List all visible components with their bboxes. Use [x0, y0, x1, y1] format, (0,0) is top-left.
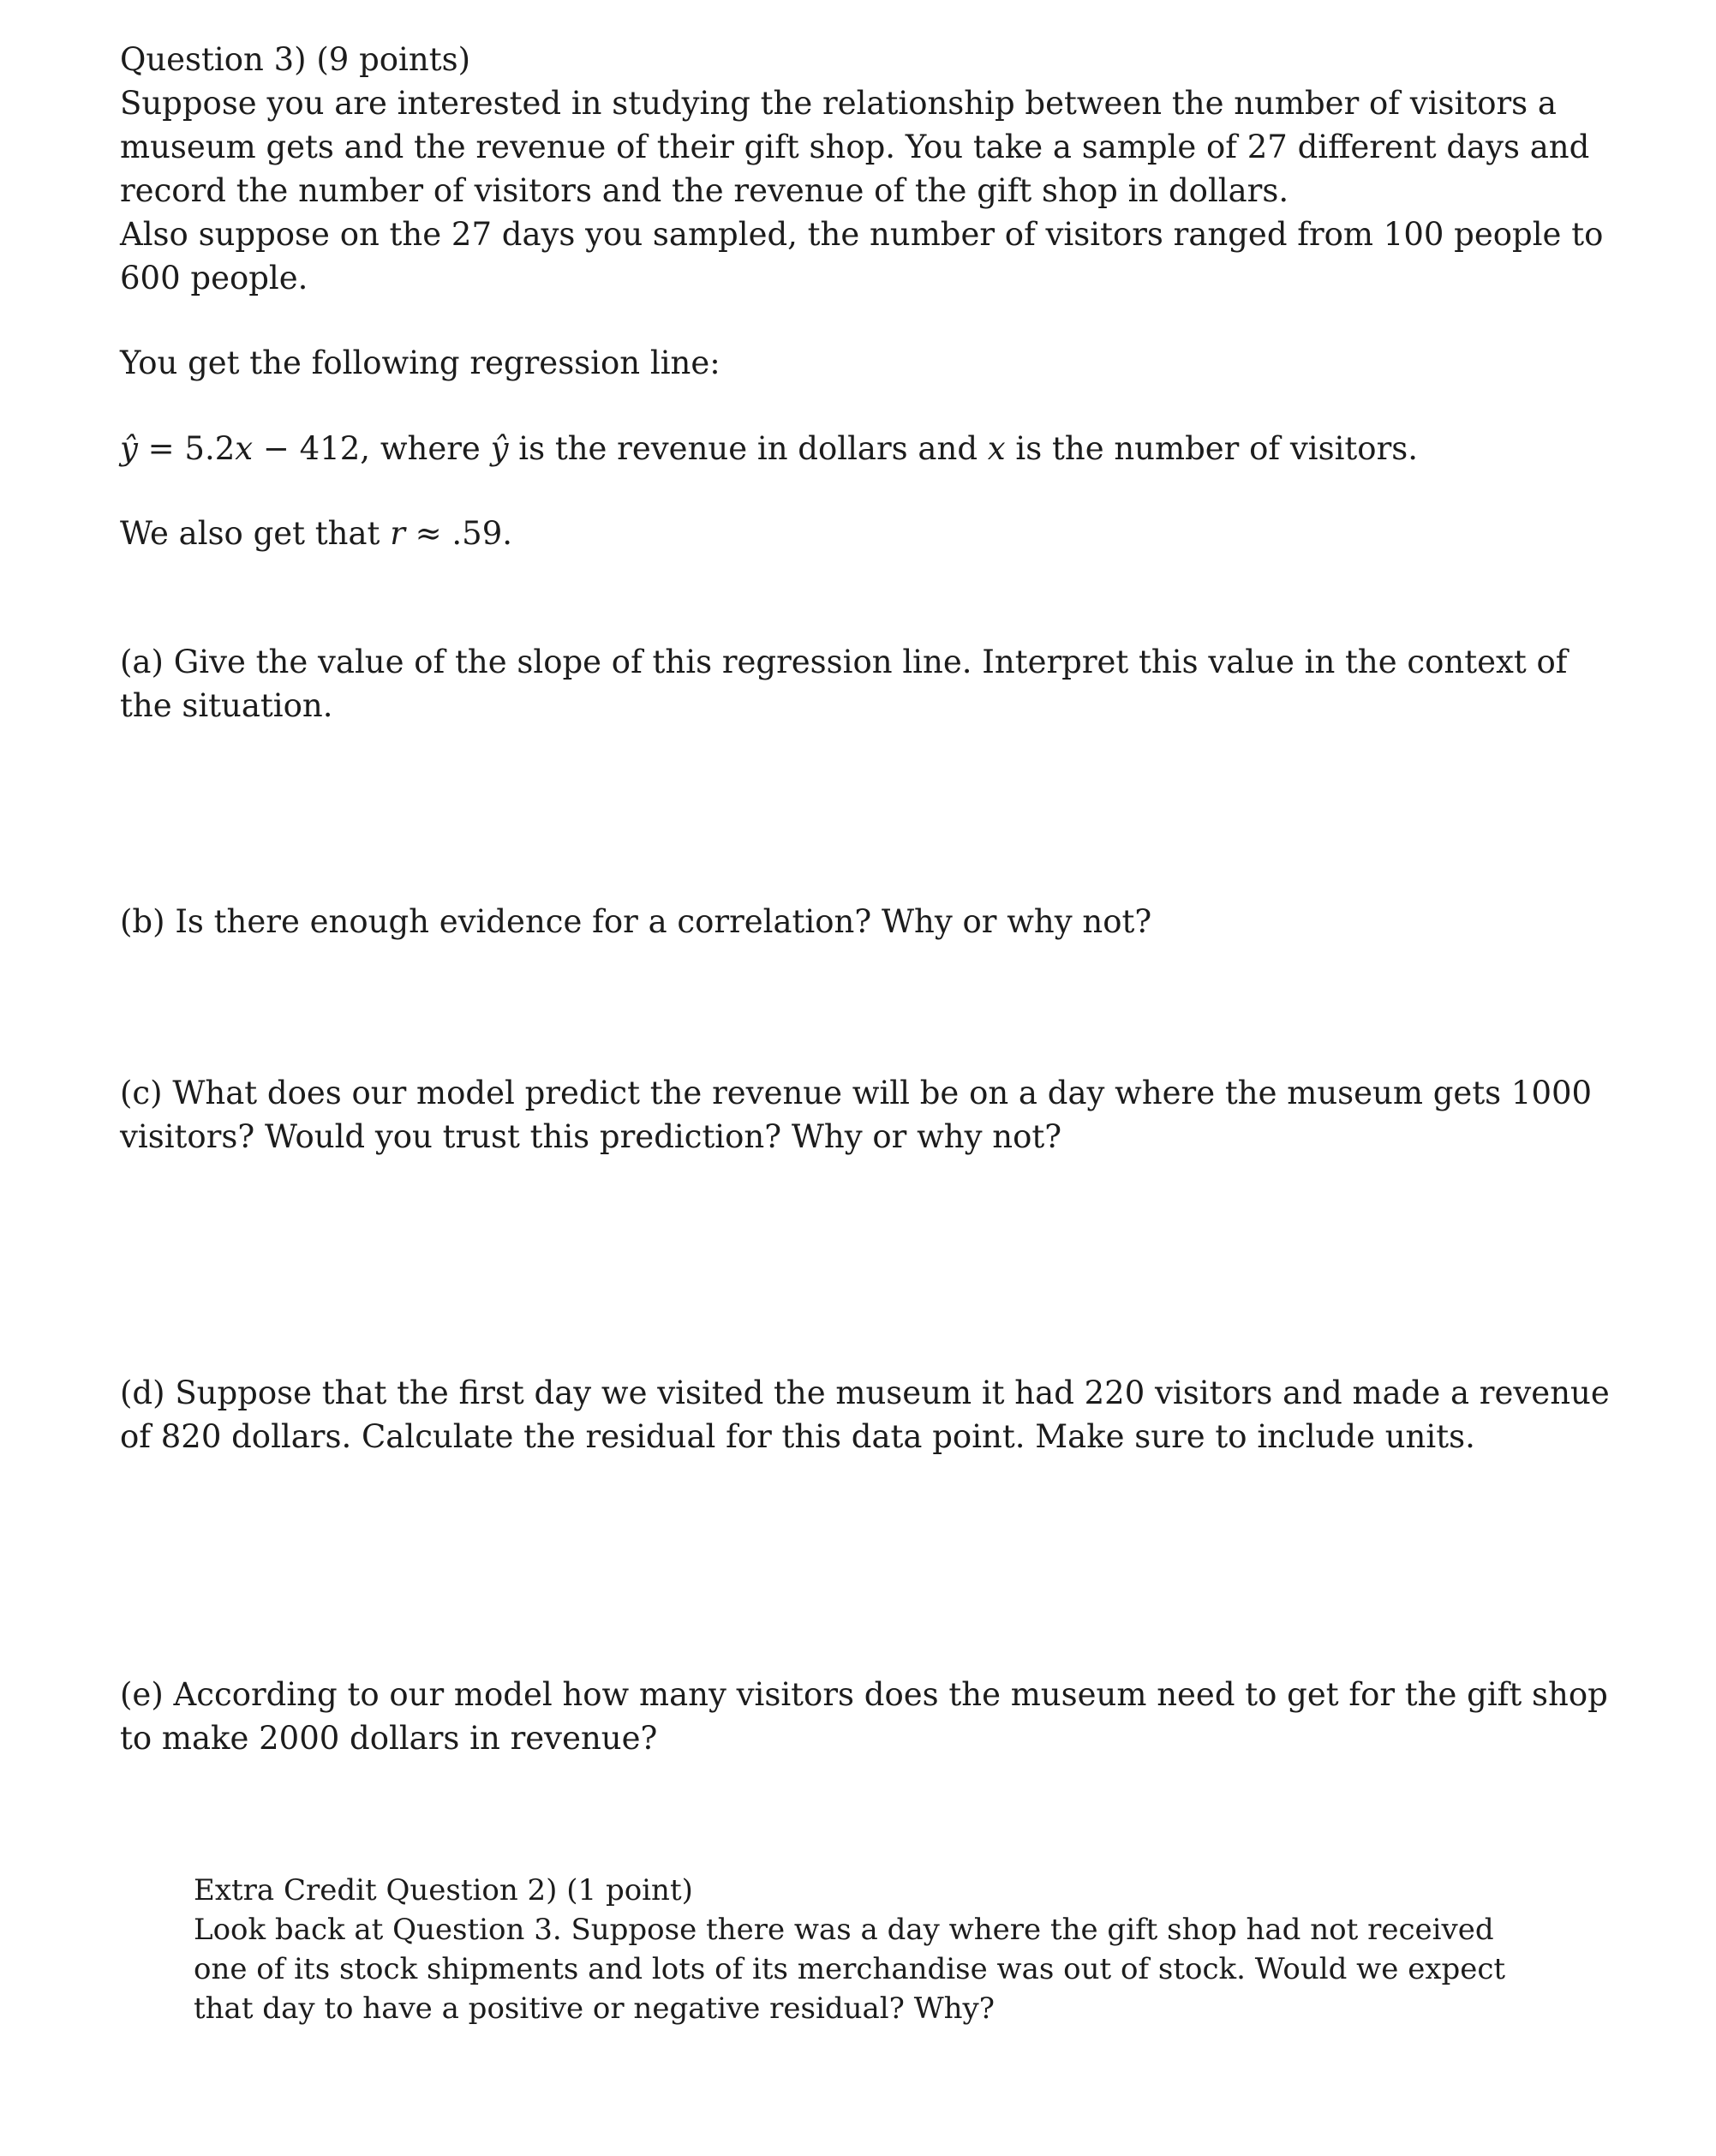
equation-yhat-ref: ŷ	[490, 430, 509, 467]
regression-intro	[120, 341, 1611, 385]
equation-x: x	[235, 430, 254, 467]
regression-intro-text: You get the following regression line:	[120, 344, 720, 381]
equation-rest: − 412, where	[253, 430, 491, 467]
r-suffix: ≈ .59.	[404, 515, 513, 552]
part-d	[120, 1371, 1611, 1458]
extra-credit-body: Look back at Question 3. Suppose there was a day where the gift shop had not received one of its stock shipments and lots of its merchandise was out of stock. Would we expect that day to have a positive or negative residual? Why?	[194, 1913, 1506, 2026]
equation-x-ref: x	[987, 430, 1006, 467]
part-c-text: (c) What does our model predict the revenue will be on a day where the museum gets 1000 visitors? Would you trust this prediction? Why or why not?	[120, 1075, 1593, 1155]
extra-credit-title: Extra Credit Question 2) (1 point)	[194, 1873, 693, 1907]
extra-credit-question	[194, 1871, 1530, 2028]
part-d-text: (d) Suppose that the first day we visited the museum it had 220 visitors and made a revenue of 820 dollars. Calculate the residual for this data point. Make sure to include units.	[120, 1374, 1610, 1455]
equation-end: is the number of visitors.	[1005, 430, 1418, 467]
part-a-text: (a) Give the value of the slope of this regression line. Interpret this value in the context of the situation.	[120, 644, 1568, 724]
r-prefix: We also get that	[120, 515, 391, 552]
equation-yhat: ŷ	[120, 430, 138, 467]
question-intro: Suppose you are interested in studying the relationship between the number of visitors a museum gets and the revenue of their gift shop. You take a sample of 27 different days and record the number of visitors and the revenue of the gift shop in dollars.	[120, 85, 1590, 209]
question-header	[120, 38, 1611, 300]
correlation-statement	[120, 512, 1611, 555]
equation-mid: is the revenue in dollars and	[508, 430, 988, 467]
part-c	[120, 1071, 1611, 1159]
part-e-text: (e) According to our model how many visitors does the museum need to get for the gift shop to make 2000 dollars in revenue?	[120, 1676, 1608, 1757]
question-range-note: Also suppose on the 27 days you sampled, the number of visitors ranged from 100 people to 600 people.	[120, 216, 1604, 296]
part-b	[120, 900, 1611, 943]
equation-equals: = 5.2	[137, 430, 236, 467]
part-b-text: (b) Is there enough evidence for a correlation? Why or why not?	[120, 903, 1152, 940]
part-a	[120, 640, 1611, 728]
part-e	[120, 1673, 1611, 1760]
question-title: Question 3) (9 points)	[120, 41, 471, 78]
r-symbol: r	[390, 515, 405, 552]
regression-equation	[120, 427, 1611, 470]
